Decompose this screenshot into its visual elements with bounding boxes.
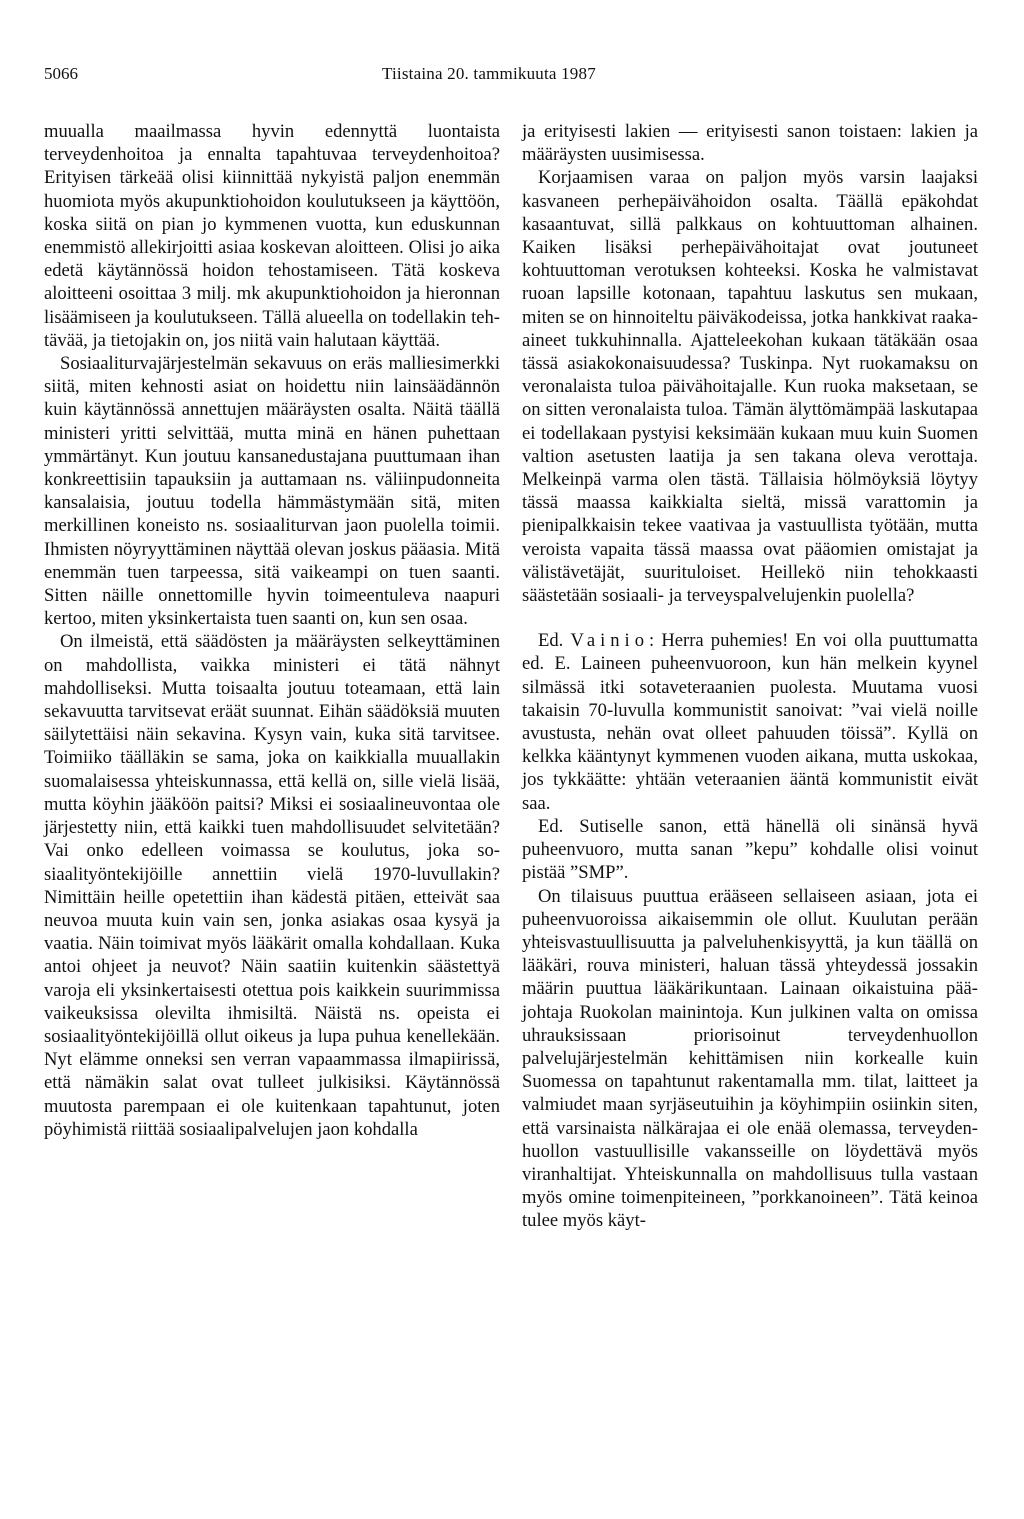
speaker-paragraph — [522, 629, 978, 815]
running-title: Tiistaina 20. tammikuuta 1987 — [382, 64, 596, 83]
speaker-name: Vainio — [570, 630, 650, 652]
paragraph: muualla maailmassa hyvin edennyttä luontaista terveydenhoitoa ja ennalta tapahtuvaa terveydenhoitoa? Erityisen tärkeää olisi kiinnittää nykyistä paljon enemmän huomiota myös akupunktiohoidon koulutukseen ja käyttöön, koska siitä on pian jo kymmenen vuotta, kun eduskunnan enemmistö allekirjoitti asiaa koskevan aloitteen. Olisi jo aika edetä käytännössä hoidon tehostamiseen. Tätä koskeva aloitteeni osoittaa 3 milj. mk akupunktiohoidon ja hieronnan lisäämiseen ja koulutukseen. Tällä alueella on todellakin tehtävää, ja tietojakin on, jos niitä vain halutaan käyttää. — [44, 121, 500, 351]
paragraph: Ed. Sutiselle sanon, että hänellä oli sinänsä hyvä puheenvuoro, mutta sanan ”kepu” kohdalle olisi voinut pistää ”SMP”. — [522, 815, 978, 884]
page-header — [44, 64, 980, 88]
paragraph: ja erityisesti lakien — erityisesti sanon toistaen: lakien ja määräysten uusimisessa. — [522, 121, 978, 166]
speaker-prefix: Ed. — [538, 630, 564, 652]
paragraph: On ilmeistä, että säädösten ja määräysten selkeyttäminen on mahdollista, vaikka ministeri ei tätä nähnyt mahdolliseksi. Mutta toisaalta joutuu toteamaan, että lain sekavuutta tarvitsevat eräät suunnat. Eihän säädöksiä muuten säilytettäisi näin sekavina. Kysyn vain, kuka sitä tarvitsee. Toimiiko täälläkin se sama, joka on kaikkialla muuallakin suomalaisessa yhteiskunnassa, että kellä on, sille vielä lisää, mutta köyhin jääköön paitsi? Miksi ei sosiaalineuvontaa ole järjestetty niin, että kaikki tuen mahdollisuudet selvitetään? Vai onko edelleen voimassa se koulutus, joka sosiaalityöntekijöille annettiin vielä 1970-luvullakin? Nimittäin heille opetettiin ihan kädestä pitäen, etteivät saa neuvoa muuta kuin vain sen, jonka asiakas osaa kysyä ja vaatia. Näin toimivat myös lääkärit omalla kohdallaan. Kuka antoi ohjeet ja neuvot? Näin saatiin kuitenkin säästettyä varoja eli yksinkertaisesti otettua pois kaikkein suurimmissa vaikeuksissa olevilta ihmisiltä. Näistä ns. opeista ei sosiaalityöntekijöillä ollut oikeus ja lupa puhua kenellekään. Nyt elämme onneksi sen verran vapaammassa ilmapiirissä, että nämäkin salat ovat tulleet julkisiksi. Käytännössä muutosta parempaan ei ole kuitenkaan tapahtunut, joten pöyhimistä riittää sosiaalipalvelujen jaon kohdalla — [44, 631, 500, 1140]
right-column — [522, 120, 978, 1233]
paragraph: Sosiaaliturvajärjestelmän sekavuus on eräs malliesimerkki siitä, miten kehnosti asiat on hoidettu niin lainsäädännön kuin käytännössä annettujen määräysten osalta. Näitä täällä ministeri yritti selvittää, mutta minä en hänen puhettaan ymmärtänyt. Kun joutuu kansanedustajana puuttumaan ihan konkreettisiin tapauksiin ja auttamaan ns. väliinpudonneita kansalaisia, joutuu todella hämmästymään sitä, miten merkillinen koneisto ns. sosiaaliturvan jaon puolella toimii. Ihmisten nöyryyttäminen näyttää olevan joskus pääasia. Mitä enemmän tuen tarpeessa, sitä vaikeampi on tuen saanti. Sitten näille onnettomille hyvin toimeentuleva naapuri kertoo, miten yksinkertaista tuen saanti on, kun sen osaa. — [44, 353, 500, 630]
page-number: 5066 — [44, 64, 78, 83]
paragraph: On tilaisuus puuttua erääseen sellaiseen asiaan, jota ei puheenvuoroissa aikaisemmin ole ollut. Kuulutan perään yhteisvastuullisuutta ja palveluhenkisyyttä, ja kun täällä on lääkäri, rouva ministeri, haluan tässä yhteydessä jossakin määrin puuttua lääkärikuntaan. Lainaan oikaistuina pääjohtaja Ruokolan mainintoja. Kun julkinen valta on omissa uhrauksissaan priorisoinut terveydenhuollon palvelujärjestelmän kehittämisen niin korkealle kuin Suomessa on tapahtunut rakentamalla mm. tilat, laitteet ja valmiudet maan syrjäseutuihin ja köyhimpiin osiinkin siten, että varsinaista nälkärajaa ei ole enää olemassa, terveydenhuollon vastuullisille vakansseille on löydettävä myös viranhaltijat. Yhteiskunnalla on mahdollisuus tulla vastaan myös omine toimenpiteineen, ”porkkanoineen”. Tätä keinoa tulee myös käyt- — [522, 885, 978, 1232]
paragraph: Korjaamisen varaa on paljon myös varsin laajaksi kasvaneen perhepäivähoidon osalta. Täällä epäkohdat kasaantuvat, sillä palkkaus on kohtuuttoman alhainen. Kaiken lisäksi perhepäivähoitajat ovat joutuneet kohtuuttoman verotuksen kohteeksi. Koska he valmistavat ruoan lapsille kotonaan, tapahtuu laskutus sen mukaan, miten se on hinnoiteltu päiväkodeissa, jotka hankkivat raakaaineet tukkuhinnalla. Ajatteleekohan kukaan tätäkään osaa tässä asiakokonaisuudessa? Tuskinpa. Nyt ruokamaksu on veronalaista tuloa päivähoitajalle. Kun ruoka maksetaan, se on sitten veronalaista tuloa. Tämän älyttömämpää laskutapaa ei todellakaan pystyisi keksimään kukaan muu kuin Suomen valtion asetusten laatija ja sen takana oleva verottaja. Melkeinpä varma olen tästä. Tällaisia hölmöyksiä löytyy tässä maassa kaikkialta sieltä, missä varattomin ja pienipalkkaisin tekee vaativaa ja vastuullista työtään, mutta veroista vapaita tässä maassa ovat pääomien omistajat ja välistävetäjät, suurituloiset. Heillekö niin tehokkaasti säästetään sosiaali- ja terveyspalvelujenkin puolella? — [522, 167, 978, 607]
speech-text: : Herra puhemies! En voi olla puuttumatta ed. E. Laineen puheenvuoroon, kun hän melkein kyynel silmässä itki sotaveteraanien puolesta. Muutama vuosi takaisin 70-luvulla kommunistit sanoivat: ”vai vielä noille avustusta, nehän ovat olleet pahuuden töissä”. Kyllä on kelkka kääntynyt kymmenen vuoden aikana, mutta uskokaa, jos tykkäätte: yhtään veteraanien ääntä kommunistit eivät saa. — [522, 630, 978, 814]
left-column — [44, 120, 500, 1141]
